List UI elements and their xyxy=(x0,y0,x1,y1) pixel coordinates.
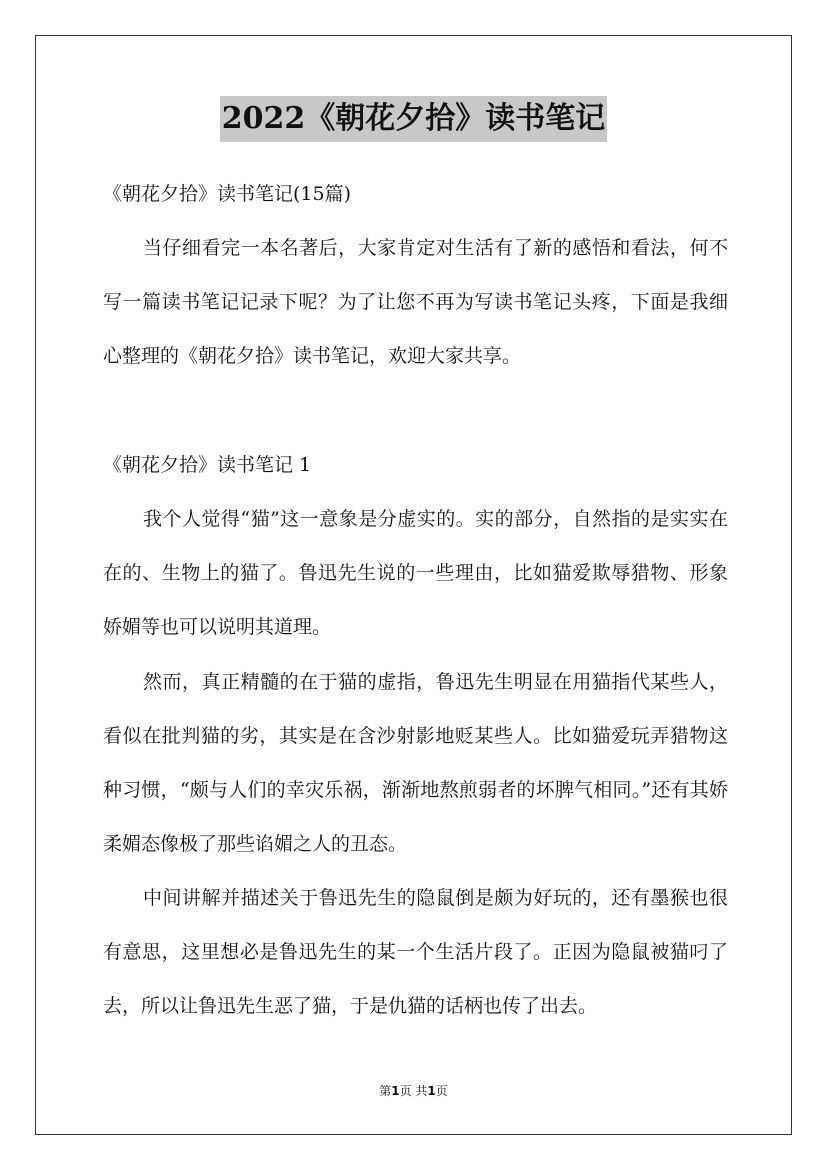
footer-suffix: 页 xyxy=(435,1084,448,1098)
intro-paragraph: 当仔细看完一本名著后，大家肯定对生活有了新的感悟和看法，何不写一篇读书笔记记录下呢？为了让您不再为写读书笔记头疼，下面是我细心整理的《朝花夕拾》读书笔记，欢迎大家共享。 xyxy=(103,237,728,367)
body-paragraph-3: 中间讲解并描述关于鲁迅先生的隐鼠倒是颇为好玩的，还有墨猴也很有意思，这里想必是鲁迅先生的某一个生活片段了。正因为隐鼠被猫叼了去，所以让鲁迅先生恶了猫，于是仇猫的话柄也传了出去。 xyxy=(103,887,728,1017)
document-title: 2022《朝花夕拾》读书笔记 xyxy=(220,96,608,142)
footer-mid: 页 共 xyxy=(399,1084,428,1098)
body-paragraph-2: 然而，真正精髓的在于猫的虚指，鲁迅先生明显在用猫指代某些人，看似在批判猫的劣，其实是在含沙射影地贬某些人。比如猫爱玩弄猎物这种习惯，“颇与人们的幸灾乐祸，渐渐地熬煎弱者的坏脾气相同。”还有其娇柔媚态像极了那些谄媚之人的丑态。 xyxy=(103,671,728,855)
footer-page-total: 1 xyxy=(427,1084,436,1098)
section-heading: 《朝花夕拾》读书笔记 1 xyxy=(103,454,312,476)
title-wrap xyxy=(0,96,827,142)
footer-page-current: 1 xyxy=(391,1084,400,1098)
document-subtitle: 《朝花夕拾》读书笔记(15篇) xyxy=(103,183,352,205)
footer-prefix: 第 xyxy=(379,1084,392,1098)
body-paragraph-1: 我个人觉得“猫”这一意象是分虚实的。实的部分，自然指的是实实在在的、生物上的猫了。鲁迅先生说的一些理由，比如猫爱欺辱猎物、形象娇媚等也可以说明其道理。 xyxy=(103,508,728,638)
page-footer xyxy=(0,1083,827,1099)
